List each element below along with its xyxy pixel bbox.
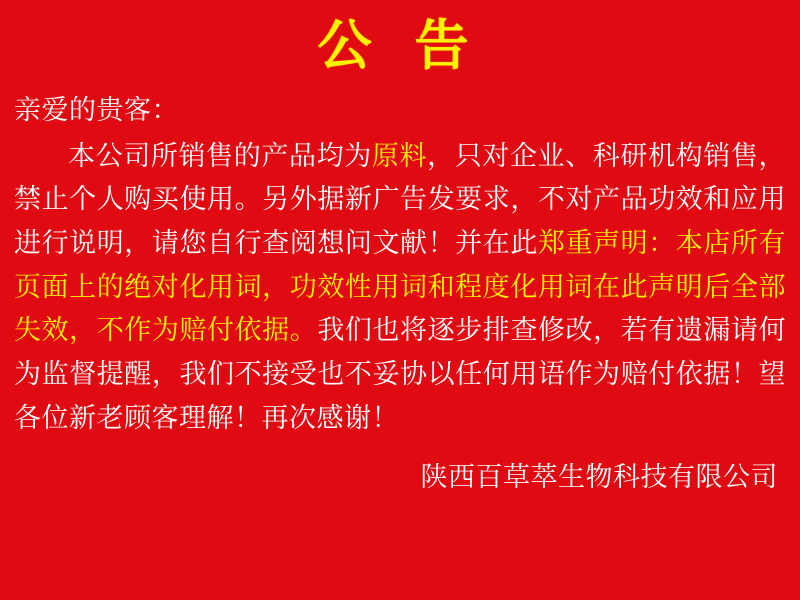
notice-paragraph — [14, 135, 786, 441]
body-highlight-statement: 郑重声明：本店所有页面上的绝对化用词，功效性用词和程度化用词在此声明后全部失效，不作为赔付依据。 — [14, 228, 787, 346]
announcement-body — [0, 79, 800, 441]
company-signature: 陕西百草萃生物科技有限公司 — [420, 461, 778, 492]
page-title: 公 告 — [317, 16, 483, 76]
greeting-line: 亲爱的贵客： — [14, 94, 179, 125]
body-segment-3: ，只对企业、科研机构销售，禁止个人购买使用。另外据新广告发要求，不对产品功效和应用进行说明，请您自行查阅想问文献！并在此 — [14, 140, 787, 258]
body-segment-5: 我们也将逐步排查修改，若有遗漏请何为监督提醒，我们不接受也不妥协以任何用语作为赔付依据！望各位新老顾客理解！再次感谢！ — [14, 315, 787, 433]
body-segment-1: 本公司所销售的产品均为 — [68, 140, 372, 171]
body-highlight-raw-material: 原料 — [371, 140, 428, 171]
